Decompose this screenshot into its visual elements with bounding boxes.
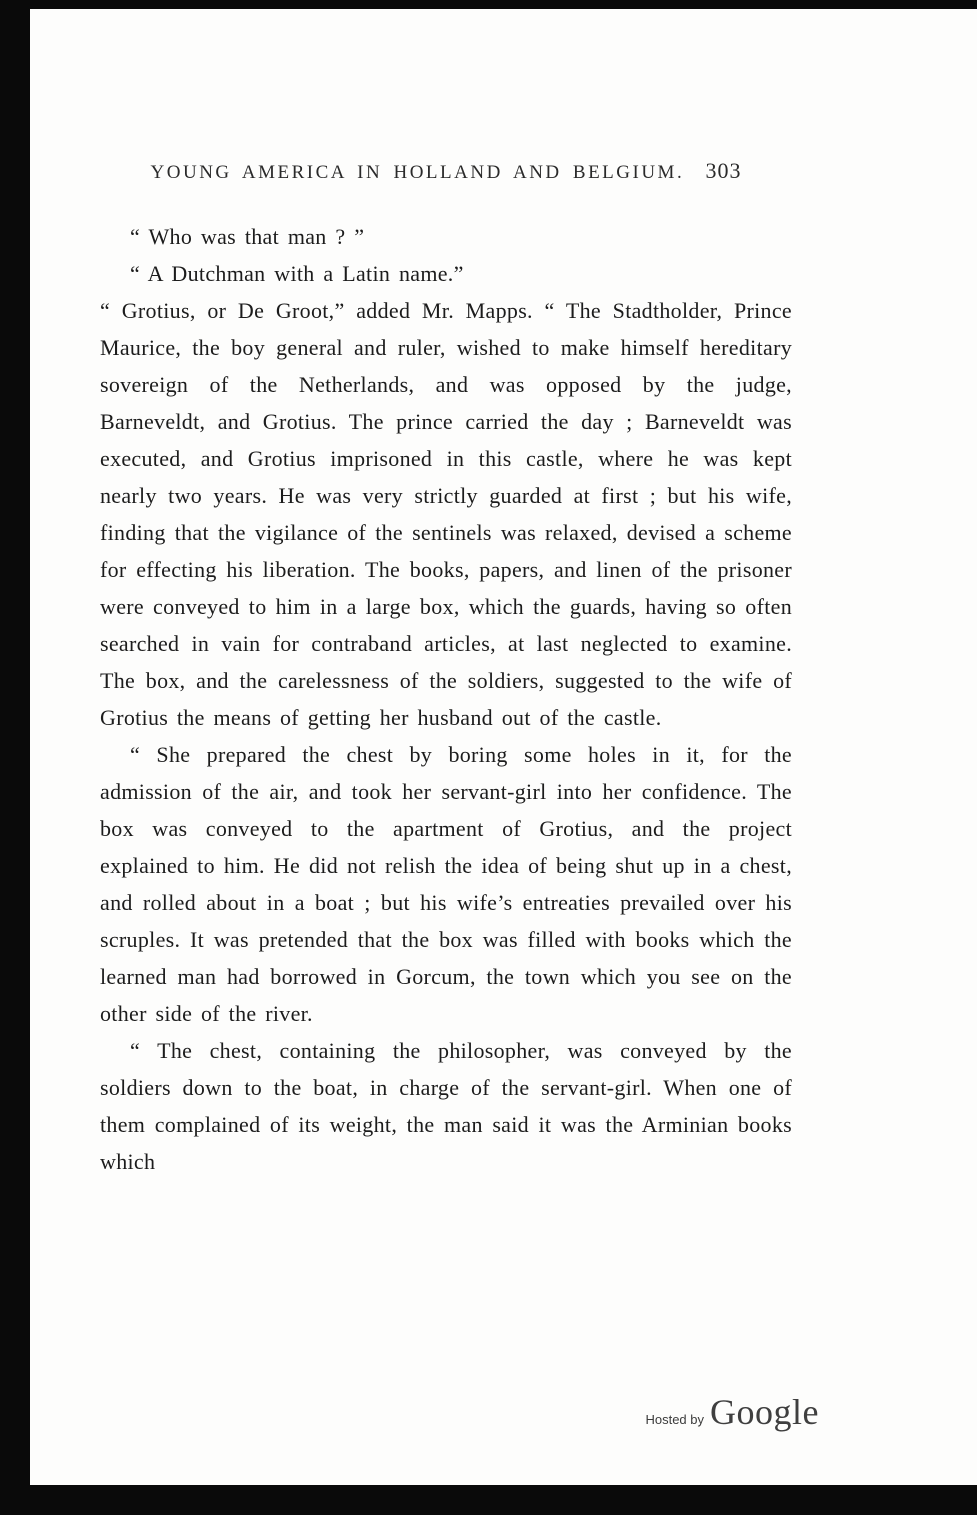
page-number: 303: [705, 158, 742, 183]
scan-border-top: [0, 0, 977, 9]
running-head: [100, 158, 792, 184]
paragraph-grotius-story: “ Grotius, or De Groot,” added Mr. Mapps. “ The Stadtholder, Prince Maurice, the boy general and ruler, wished to make himself hereditary sovereign of the Netherlands, and was opposed by the judge, Barneveldt, and Grotius. The prince carried the day ; Barneveldt was executed, and Grotius imprisoned in this castle, where he was kept nearly two years. He was very strictly guarded at first ; but his wife, finding that the vigilance of the sentinels was relaxed, devised a scheme for effecting his liberation. The books, papers, and linen of the prisoner were conveyed to him in a large box, which the guards, having so often searched in vain for contraband articles, at last neglected to examine. The box, and the carelessness of the soldiers, suggested to the wife of Grotius the means of getting her husband out of the castle.: [100, 298, 792, 730]
scan-border-bottom: [0, 1485, 977, 1515]
hosted-by-label: Hosted by: [645, 1412, 705, 1427]
body-text: [100, 218, 792, 1180]
paragraph-chest-preparation: “ She prepared the chest by boring some holes in it, for the admission of the air, and took her servant-girl into her confidence. The box was conveyed to the apartment of Grotius, and the project explained to him. He did not relish the idea of being shut up in a chest, and rolled about in a boat ; but his wife’s entreaties prevailed over his scruples. It was pretended that the box was filled with books which the learned man had borrowed in Gorcum, the town which you see on the other side of the river.: [100, 742, 792, 1026]
google-logo: Google: [710, 1392, 819, 1432]
page-content: [100, 158, 792, 1180]
paragraph-chest-conveyed: “ The chest, containing the philosopher, was conveyed by the soldiers down to the boat, in charge of the servant-girl. When one of them complained of its weight, the man said it was the Arminian books which: [100, 1038, 792, 1174]
google-watermark: [645, 1391, 819, 1433]
chapter-running-title: YOUNG AMERICA IN HOLLAND AND BELGIUM.: [150, 162, 685, 183]
paragraph-dialogue-2: “ A Dutchman with a Latin name.”: [130, 261, 464, 286]
paragraph-dialogue-1: “ Who was that man ? ”: [130, 224, 365, 249]
scan-border-left: [0, 0, 30, 1515]
